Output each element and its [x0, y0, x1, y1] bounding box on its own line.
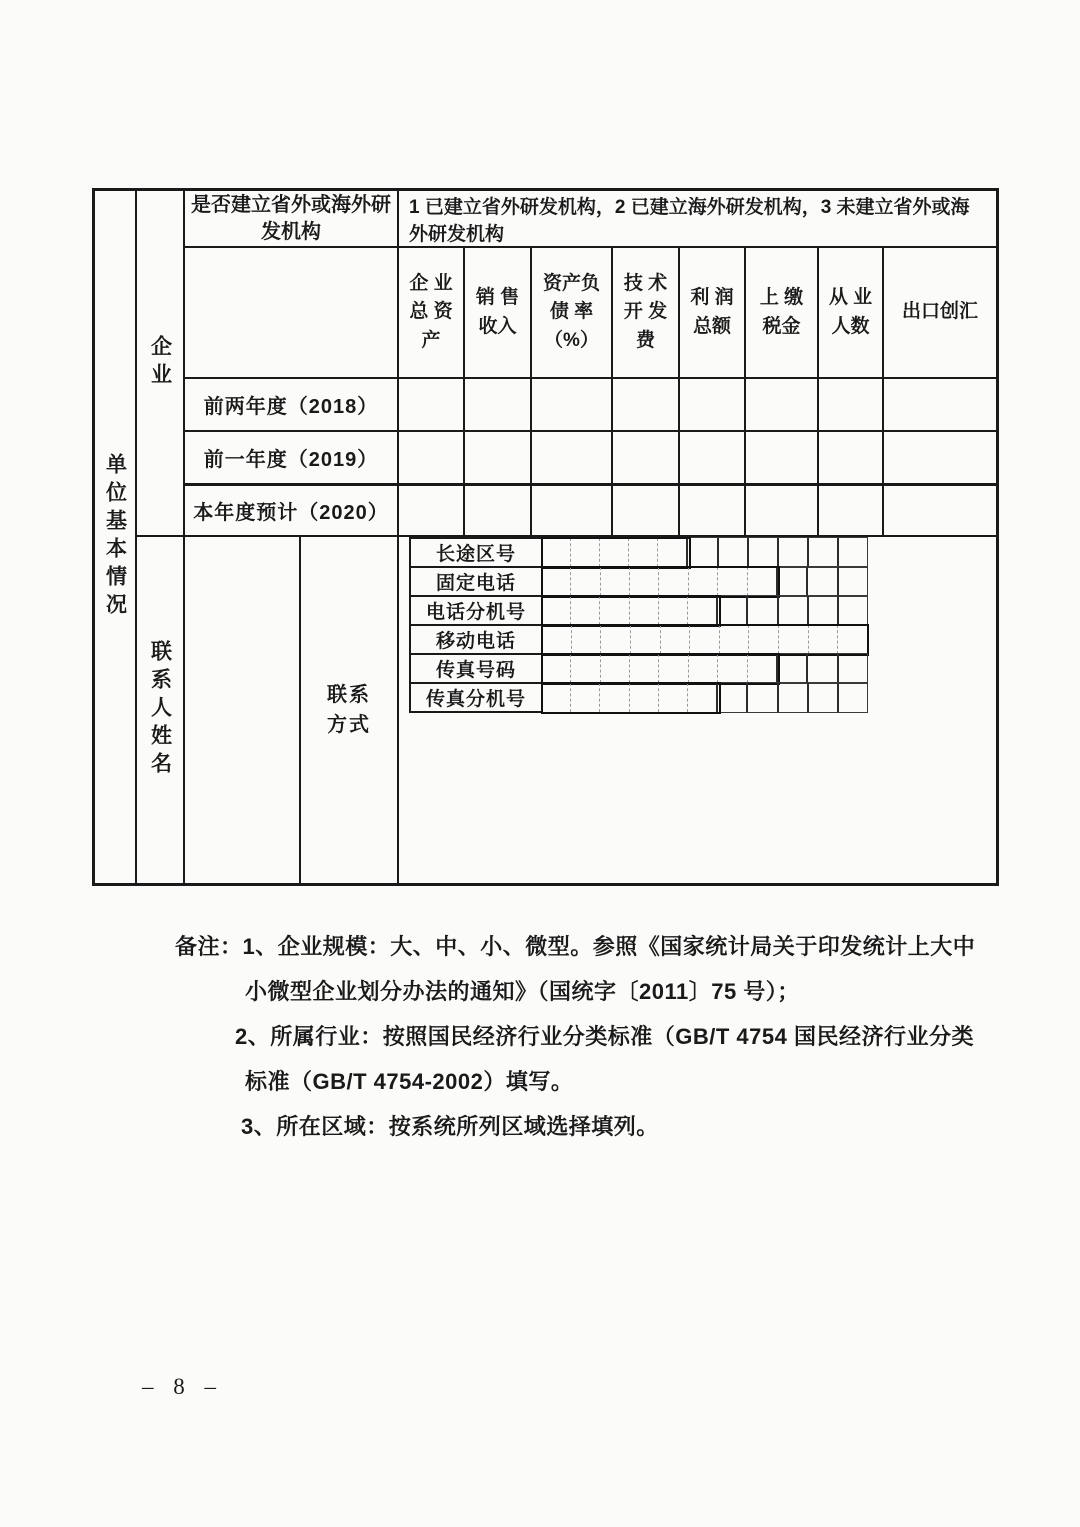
phone-digit-strip: [541, 566, 868, 597]
metric-data-cell: [465, 379, 532, 432]
phone-row: [409, 537, 868, 568]
metric-data-cell: [613, 486, 680, 537]
page-number: – 8 –: [142, 1374, 223, 1399]
overseas-question-label: 是否建立省外或海外研发机构: [191, 193, 391, 243]
digit-cell: [689, 625, 719, 654]
digit-cell: [660, 625, 690, 654]
phone-row: [409, 653, 868, 684]
blank-header-cell: [185, 248, 399, 379]
metric-data-cell: [819, 379, 884, 432]
digit-cell: [629, 654, 658, 683]
year-row-label-2019: [185, 432, 399, 486]
digit-cell: [599, 683, 628, 712]
digit-cell: [717, 567, 746, 596]
digit-cell: [776, 654, 806, 683]
metric-data-cell: [465, 486, 532, 537]
contact-section-cell: [137, 537, 185, 883]
phone-row-label: 固定电话: [409, 566, 543, 597]
digit-cell: [570, 538, 599, 567]
digit-cell: [600, 625, 630, 654]
metric-data-cell: [884, 486, 996, 537]
digit-cell: [806, 567, 836, 596]
year-2020-text: 本年度预计（2020）: [193, 502, 389, 524]
year-row-label-2018: [185, 379, 399, 432]
digit-cell: [776, 567, 806, 596]
digit-cell: [778, 625, 808, 654]
overseas-options-cell: [399, 191, 996, 248]
phone-row-label: 传真号码: [409, 653, 543, 684]
phone-row-label: 传真分机号: [409, 682, 543, 713]
digit-cell: [746, 596, 776, 625]
contact-method-label: 联系方式: [327, 684, 371, 736]
metric-header-cell: 上 缴 税金: [746, 248, 819, 379]
digit-cell: [658, 567, 687, 596]
enterprise-section-label: 企业: [148, 335, 172, 391]
digit-cell: [658, 654, 687, 683]
digit-cell: [657, 538, 686, 567]
metric-header-cell: 利 润 总额: [680, 248, 746, 379]
year-row-label-2020: [185, 486, 399, 537]
digit-cell: [542, 654, 570, 683]
digit-cell: [599, 596, 628, 625]
digit-cell: [807, 683, 837, 712]
metric-data-cell: [399, 379, 465, 432]
metric-header-cell: 销 售 收入: [465, 248, 532, 379]
digit-cell: [719, 625, 749, 654]
digit-cell: [629, 567, 658, 596]
metric-data-cell: [819, 432, 884, 486]
digit-cell: [747, 538, 777, 567]
metric-data-cell: [399, 486, 465, 537]
metric-data-cell: [746, 432, 819, 486]
digit-cell: [570, 654, 599, 683]
digit-cell: [807, 538, 837, 567]
digit-cell: [687, 683, 716, 712]
phone-row: [409, 595, 868, 626]
year-2019-text: 前一年度（2019）: [203, 449, 379, 471]
overseas-options-text: 1 已建立省外研发机构，2 已建立海外研发机构，3 未建立省外或海外研发机构: [409, 197, 970, 245]
digit-cell: [686, 538, 716, 567]
metric-header-cell: 技 术 开 发 费: [613, 248, 680, 379]
metric-header-cell: 出口创汇: [884, 248, 996, 379]
digit-cell: [600, 567, 629, 596]
digit-cell: [688, 567, 717, 596]
metric-data-cell: [884, 379, 996, 432]
digit-cell: [542, 625, 571, 654]
contact-grid-area: [399, 537, 996, 883]
phone-digit-strip: [541, 624, 868, 655]
phone-digit-strip: [541, 595, 868, 626]
note-line: 标准（GB/T 4754-2002）填写。: [245, 1069, 574, 1094]
digit-cell: [570, 567, 599, 596]
digit-cell: [570, 683, 599, 712]
digit-cell: [748, 625, 778, 654]
digit-cell: [837, 538, 867, 567]
note-line: 小微型企业划分办法的通知》（国统字〔2011〕75 号）；: [245, 979, 800, 1004]
contact-name-blank-cell: [185, 537, 301, 883]
metric-data-cell: [613, 432, 680, 486]
digit-cell: [717, 654, 746, 683]
digit-cell: [629, 683, 658, 712]
digit-cell: [808, 625, 838, 654]
digit-cell: [542, 567, 570, 596]
phone-digit-strip: [541, 653, 868, 684]
row-group-label: 单位基本情况: [103, 453, 127, 621]
metric-data-cell: [532, 486, 613, 537]
digit-cell: [777, 538, 807, 567]
metric-header-cell: 资产负 债 率 （%）: [532, 248, 613, 379]
phone-digit-strip: [541, 682, 868, 713]
digit-cell: [837, 567, 867, 596]
note-line: 3、所在区域：按系统所列区域选择填列。: [241, 1114, 659, 1139]
row-group-cell: [95, 191, 137, 883]
digit-cell: [777, 596, 807, 625]
overseas-question-cell: [185, 191, 399, 248]
digit-cell: [542, 596, 570, 625]
digit-cell: [658, 596, 687, 625]
metric-data-cell: [680, 432, 746, 486]
metric-data-cell: [819, 486, 884, 537]
enterprise-section-cell: [137, 191, 185, 537]
phone-digit-strip: [541, 537, 868, 568]
digit-cell: [717, 538, 747, 567]
digit-cell: [658, 683, 687, 712]
metric-data-cell: [613, 379, 680, 432]
metric-data-cell: [884, 432, 996, 486]
digit-cell: [600, 654, 629, 683]
digit-cell: [716, 683, 746, 712]
digit-cell: [837, 654, 867, 683]
digit-cell: [571, 625, 601, 654]
basic-info-table: [92, 188, 999, 886]
metric-data-cell: [532, 379, 613, 432]
phone-row-label: 电话分机号: [409, 595, 543, 626]
digit-cell: [777, 683, 807, 712]
notes-block: [175, 924, 975, 1149]
metric-data-cell: [746, 486, 819, 537]
digit-cell: [599, 538, 628, 567]
contact-method-cell: [301, 537, 399, 883]
metric-data-cell: [680, 486, 746, 537]
phone-row-label: 移动电话: [409, 624, 543, 655]
digit-cell: [806, 654, 836, 683]
note-line: 2、所属行业：按照国民经济行业分类标准（GB/T 4754 国民经济行业分类: [235, 1024, 974, 1049]
metric-header-cell: 从 业 人数: [819, 248, 884, 379]
digit-cell: [542, 683, 570, 712]
digit-cell: [630, 625, 660, 654]
phone-grid: [409, 537, 868, 713]
note-line: 备注：1、企业规模：大、中、小、微型。参照《国家统计局关于印发统计上大中: [175, 934, 976, 959]
digit-cell: [629, 596, 658, 625]
metric-data-cell: [465, 432, 532, 486]
metric-data-cell: [746, 379, 819, 432]
digit-cell: [746, 683, 776, 712]
contact-section-label: 联系人姓名: [148, 640, 172, 780]
metric-data-cell: [532, 432, 613, 486]
digit-cell: [542, 538, 570, 567]
digit-cell: [570, 596, 599, 625]
digit-cell: [837, 625, 867, 654]
digit-cell: [747, 567, 776, 596]
digit-cell: [716, 596, 746, 625]
phone-row: [409, 624, 868, 655]
digit-cell: [687, 596, 716, 625]
phone-row-label: 长途区号: [409, 537, 543, 568]
digit-cell: [837, 683, 867, 712]
metric-data-cell: [680, 379, 746, 432]
phone-row: [409, 682, 868, 713]
digit-cell: [837, 596, 867, 625]
metric-data-cell: [399, 432, 465, 486]
digit-cell: [747, 654, 776, 683]
year-2018-text: 前两年度（2018）: [203, 396, 379, 418]
phone-row: [409, 566, 868, 597]
digit-cell: [688, 654, 717, 683]
digit-cell: [807, 596, 837, 625]
metric-header-cell: 企 业 总 资 产: [399, 248, 465, 379]
digit-cell: [628, 538, 657, 567]
